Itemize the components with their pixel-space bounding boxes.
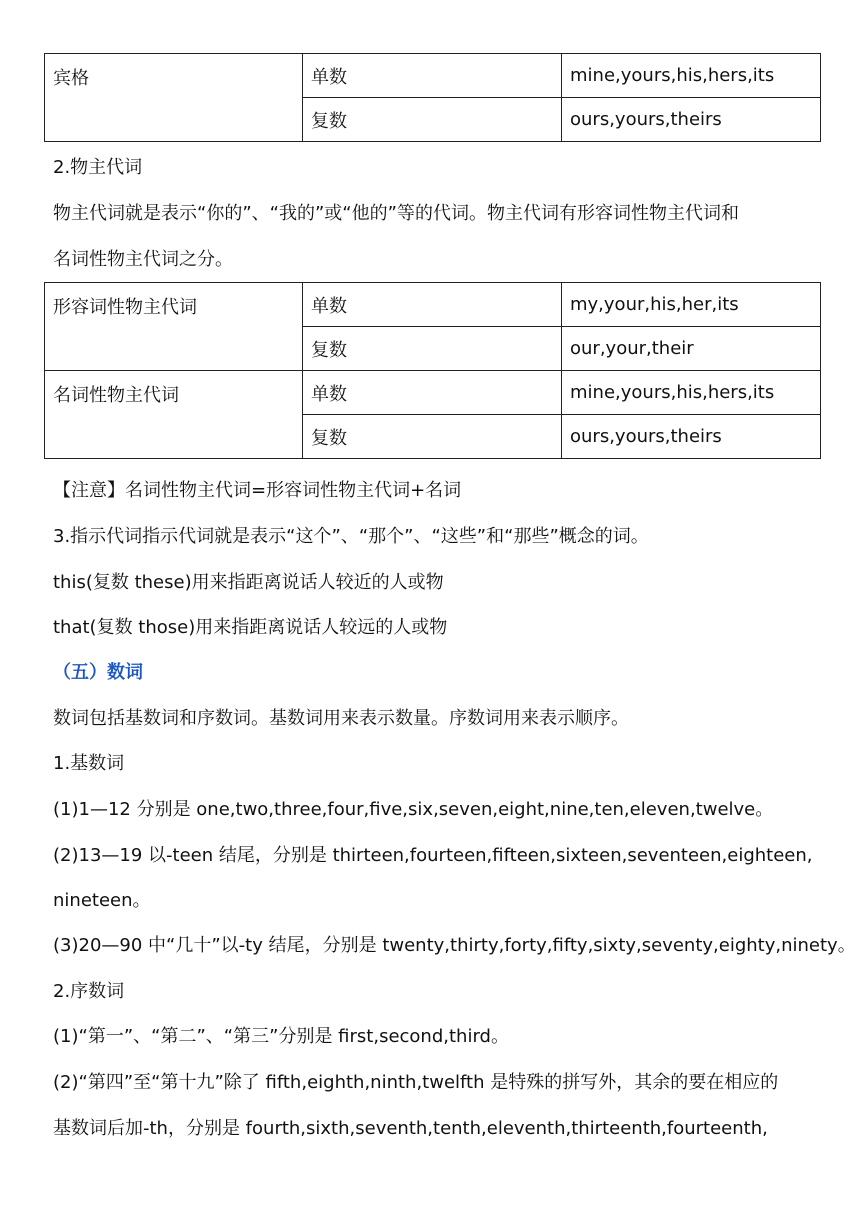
number-cell: 单数 — [303, 283, 562, 327]
row-label: 形容词性物主代词 — [45, 283, 303, 371]
words-cell: our,your,their — [562, 327, 821, 371]
words-cell: mine,yours,his,hers,its — [562, 54, 821, 98]
row-label: 宾格 — [45, 54, 303, 142]
paragraph-line: 物主代词就是表示“你的”、“我的”或“他的”等的代词。物主代词有形容词性物主代词和 — [53, 203, 739, 224]
objective-case-table — [44, 53, 821, 142]
note-line: 【注意】名词性物主代词=形容词性物主代词+名词 — [53, 480, 462, 501]
number-cell: 复数 — [303, 98, 562, 142]
list-item: (2)“第四”至“第十九”除了 fifth,eighth,ninth,twelfth 是特殊的拼写外，其余的要在相应的 — [53, 1072, 779, 1093]
words-cell: ours,yours,theirs — [562, 415, 821, 459]
list-item: (3)20—90 中“几十”以-ty 结尾，分别是 twenty,thirty,forty,fifty,sixty,seventy,eighty,ninety。 — [53, 935, 856, 956]
section-heading: 1.基数词 — [53, 753, 125, 774]
number-cell: 单数 — [303, 371, 562, 415]
section-heading: 2.物主代词 — [53, 157, 143, 178]
row-label: 名词性物主代词 — [45, 371, 303, 459]
list-item: (1)1—12 分别是 one,two,three,four,five,six,seven,eight,nine,ten,eleven,twelve。 — [53, 799, 774, 820]
table-row — [45, 371, 821, 415]
paragraph-line: that(复数 those)用来指距离说话人较远的人或物 — [53, 617, 448, 638]
list-item-continuation: nineteen。 — [53, 890, 151, 911]
section-heading: 2.序数词 — [53, 981, 125, 1002]
paragraph-line: this(复数 these)用来指距离说话人较近的人或物 — [53, 572, 444, 593]
section-title: （五）数词 — [53, 662, 143, 683]
section-heading: 3.指示代词指示代词就是表示“这个”、“那个”、“这些”和“那些”概念的词。 — [53, 526, 649, 547]
number-cell: 复数 — [303, 415, 562, 459]
list-item: (1)“第一”、“第二”、“第三”分别是 first,second,third。 — [53, 1026, 509, 1047]
words-cell: my,your,his,her,its — [562, 283, 821, 327]
words-cell: mine,yours,his,hers,its — [562, 371, 821, 415]
number-cell: 单数 — [303, 54, 562, 98]
words-cell: ours,yours,theirs — [562, 98, 821, 142]
list-item: (2)13—19 以-teen 结尾，分别是 thirteen,fourteen,fifteen,sixteen,seventeen,eighteen, — [53, 845, 813, 866]
possessive-pronoun-table — [44, 282, 821, 459]
table-row — [45, 54, 821, 98]
paragraph-line: 数词包括基数词和序数词。基数词用来表示数量。序数词用来表示顺序。 — [53, 708, 629, 729]
list-item-continuation: 基数词后加-th，分别是 fourth,sixth,seventh,tenth,eleventh,thirteenth,fourteenth, — [53, 1118, 768, 1139]
table-row — [45, 283, 821, 327]
paragraph-line: 名词性物主代词之分。 — [53, 249, 233, 270]
number-cell: 复数 — [303, 327, 562, 371]
